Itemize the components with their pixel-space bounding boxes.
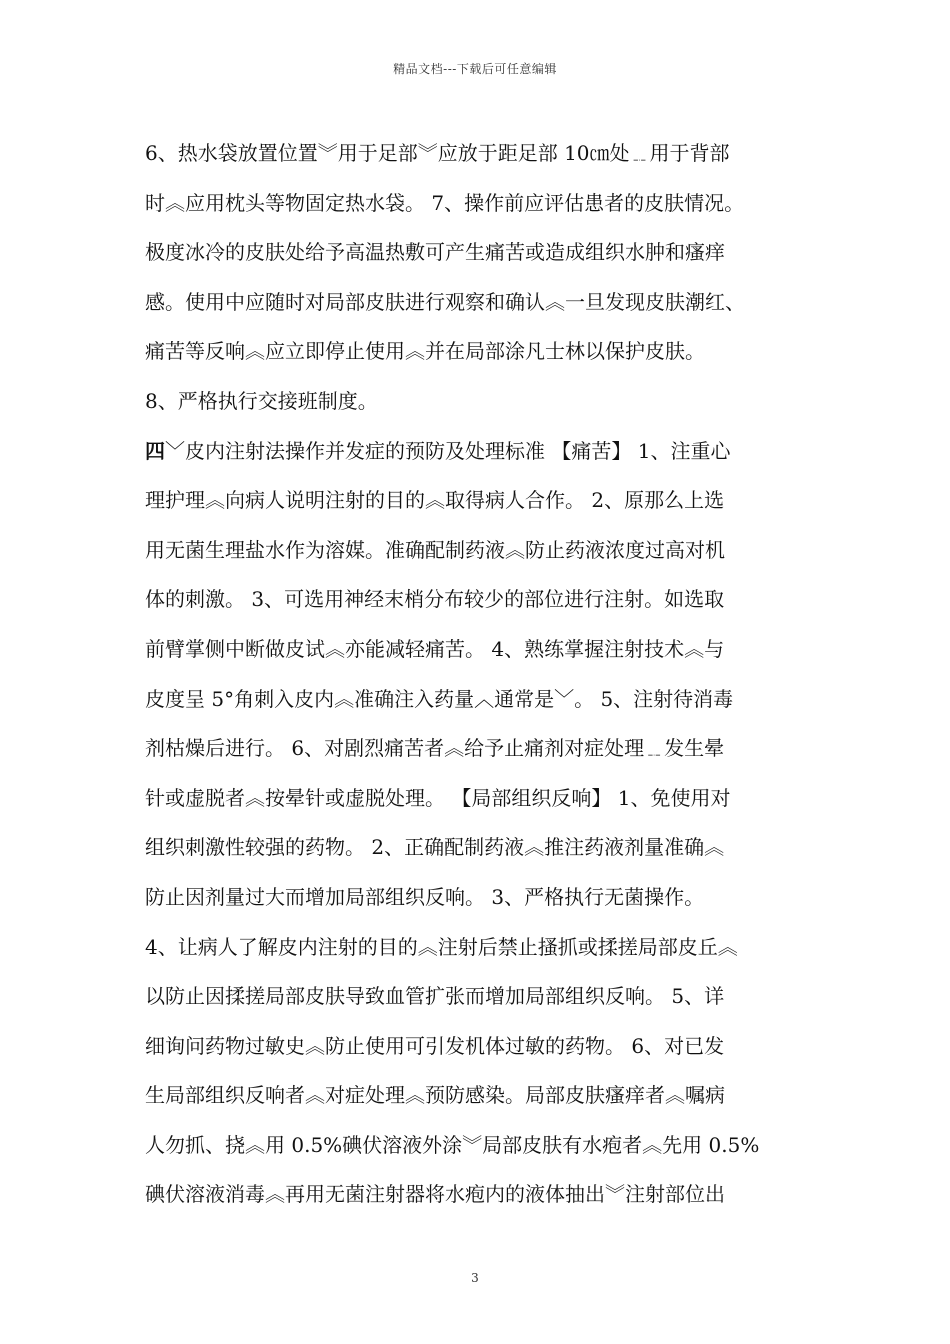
text-line: 理护理︽向病人说明注射的目的︽取得病人合作。 2、原那么上选 [145, 488, 725, 513]
text-line: 体的刺激。 3、可选用神经末梢分布较少的部位进行注射。如选取 [145, 587, 725, 612]
text-line: 针或虚脱者︽按晕针或虚脱处理。 【局部组织反响】 1、免使用对 [145, 785, 731, 810]
text-line: 防止因剂量过大而增加局部组织反响。 3、严格执行无菌操作。 [145, 884, 705, 909]
text-line: 4、让病人了解皮内注射的目的︽注射后禁止搔抓或揉搓局部皮丘︽ [145, 934, 738, 959]
text-line: 生局部组织反响者︽对症处理︽预防感染。局部皮肤瘙痒者︽嘱病 [145, 1083, 725, 1108]
text-line: 6、热水袋放置位置︾用于足部︾应放于距足部 10㎝处﹎用于背部 [145, 141, 730, 165]
text-line: 人勿抓、挠︽用 0.5%碘伏溶液外涂︾局部皮肤有水疱者︽先用 0.5% [145, 1132, 760, 1157]
text-line: 极度冰冷的皮肤处给予高温热敷可产生痛苦或造成组织水肿和瘙痒 [145, 240, 725, 265]
page-number: 3 [471, 1271, 479, 1285]
text-line: 痛苦等反响︽应立即停止使用︽并在局部涂凡士林以保护皮肤。 [145, 339, 705, 364]
text-line: 碘伏溶液消毒︽再用无菌注射器将水疱内的液体抽出︾注射部位出 [145, 1182, 725, 1207]
text-line: 感。使用中应随时对局部皮肤进行观察和确认︽一旦发现皮肤潮红、 [145, 289, 745, 314]
section-heading-line [145, 427, 815, 477]
text-line: 细询问药物过敏史︽防止使用可引发机体过敏的药物。 6、对已发 [145, 1033, 725, 1058]
page-header: 精品文档---下载后可任意编辑 [393, 62, 557, 76]
section-heading-text: ﹀皮内注射法操作并发症的预防及处理标准 【痛苦】 1、注重心 [165, 438, 731, 463]
text-line: 时︽应用枕头等物固定热水袋。 7、操作前应评估患者的皮肤情况。 [145, 190, 745, 215]
text-line: 用无菌生理盐水作为溶媒。准确配制药液︽防止药液浓度过高对机 [145, 537, 725, 562]
text-line: 组织刺激性较强的药物。 2、正确配制药液︽推注药液剂量准确︽ [145, 835, 725, 860]
text-line: 皮度呈 5°角刺入皮内︽准确注入药量︿通常是﹀。 5、注射待消毒 [145, 686, 734, 711]
document-body [145, 129, 815, 1220]
text-line: 剂枯燥后进行。 6、对剧烈痛苦者︽给予止痛剂对症处理﹎发生晕 [145, 736, 725, 761]
text-line: 前臂掌侧中断做皮试︽亦能减轻痛苦。 4、熟练掌握注射技术︽与 [145, 636, 725, 661]
section-number: 四 [145, 438, 165, 463]
text-line: 8、严格执行交接班制度。 [145, 388, 378, 413]
text-line: 以防止因揉搓局部皮肤导致血管扩张而增加局部组织反响。 5、详 [145, 984, 725, 1009]
